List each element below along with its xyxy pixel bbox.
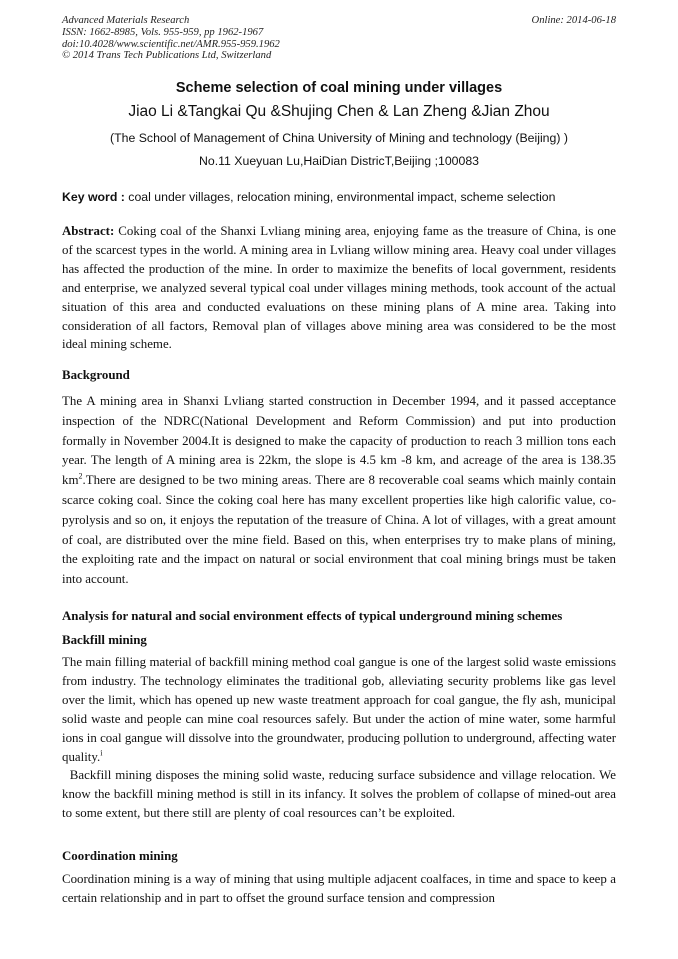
abstract-paragraph: [62, 222, 616, 354]
backfill-section-heading: [62, 633, 616, 648]
superscript-2: 2: [78, 471, 83, 481]
backfill-heading: Backfill mining: [62, 633, 147, 647]
keywords-label: Key word :: [62, 190, 125, 204]
journal-header: [62, 15, 616, 62]
abstract-text: Coking coal of the Shanxi Lvliang mining area, enjoying fame as the treasure of China, is one of the scarcest types in the world. A mining area in Lvliang willow mining area. Heavy coal under villages has affected the production of the mine. In order to maximize the benefits of local government, residents and enterprise, we analyzed several typical coal under villages mining methods, took account of the actual situation of this area and conducted evaluations on these mining plans of A mine area. Taking into consideration of all factors, Removal plan of villages above mining area was considered to be the most ideal mining scheme.: [62, 224, 616, 352]
background-heading: Background: [62, 368, 130, 382]
abstract-label: Abstract:: [62, 224, 115, 238]
keywords: [62, 190, 616, 204]
coordination-section-heading: [62, 849, 616, 864]
background-section-heading: [62, 368, 616, 383]
keywords-text: coal under villages, relocation mining, environmental impact, scheme selection: [124, 190, 556, 204]
online-date: Online: 2014-06-18: [531, 15, 616, 26]
coordination-heading: Coordination mining: [62, 849, 178, 863]
analysis-section-heading: [62, 609, 616, 624]
author-list: Jiao Li &Tangkai Qu &Shujing Chen & Lan Zheng &Jian Zhou: [128, 103, 550, 120]
footnote-ref-i: i: [100, 748, 103, 758]
address: No.11 Xueyuan Lu,HaiDian DistricT,Beijing ;100083: [198, 154, 480, 168]
journal-name: Advanced Materials Research: [62, 15, 190, 26]
background-paragraph: [62, 392, 616, 590]
copyright-line: © 2014 Trans Tech Publications Ltd, Switzerland: [62, 50, 272, 62]
analysis-heading: Analysis for natural and social environment effects of typical underground mining schemes: [62, 609, 563, 623]
issn-line: ISSN: 1662-8985, Vols. 955-959, pp 1962-1967: [62, 26, 264, 38]
background-text-1: The A mining area in Shanxi Lvliang started construction in December 1994, and it passed acceptance inspection of the NDRC(National Development and Reform Commission) and put into production formally in November 2004.It is designed to make the capacity of production to reach 3 million tons each year. The length of A mining area is 22km, the slope is 4.5 km -8 km, and acreage of the area is 138.35 km: [62, 394, 616, 488]
abstract: [62, 222, 616, 354]
backfill-section: [62, 653, 616, 823]
backfill-paragraph-2: Backfill mining disposes the mining solid waste, reducing surface subsidence and village relocation. We know the backfill mining method is still in its infancy. It solves the problem of collapse of mined-out area to some extent, but there still are plenty of coal resources can’t be exploited.: [62, 768, 616, 821]
coordination-section: [62, 870, 616, 908]
doi-line: doi:10.4028/www.scientific.net/AMR.955-959.1962: [62, 38, 280, 50]
backfill-text-1: The main filling material of backfill mining method coal gangue is one of the largest solid waste emissions from industry. The technology eliminates the traditional gob, alleviating security problems like gas level over the limit, which has opened up new waste treatment approach for coal gangue, the fly ash, municipal solid waste and people can mine coal resources safely. But under the action of mine water, some harmful ions in coal gangue will dissolve into the groundwater, producing pollution to underground, affecting water quality.: [62, 655, 616, 764]
paper-title: Scheme selection of coal mining under villages: [175, 80, 503, 96]
background-section: [62, 392, 616, 590]
background-text-2: .There are designed to be two mining areas. There are 8 recoverable coal seams which mainly contain scarce coking coal. Since the coking coal here has many excellent properties like high calorific value, co-pyrolysis and so on, it enjoys the reputation of the treasure of China. A lot of villages, with a great amount of coal, are distributed over the mine field. Based on this, when enterprises try to make plans of mining, the exploiting rate and the impact on natural or social environment that coal mining brings must be taken into account.: [62, 473, 616, 587]
coordination-paragraph: Coordination mining is a way of mining that using multiple adjacent coalfaces, in time and space to keep a certain relationship and in part to offset the ground surface tension and compression: [62, 872, 616, 905]
affiliation: (The School of Management of China University of Mining and technology (Beijing) ): [110, 131, 568, 145]
backfill-paragraph-1: [62, 653, 616, 766]
